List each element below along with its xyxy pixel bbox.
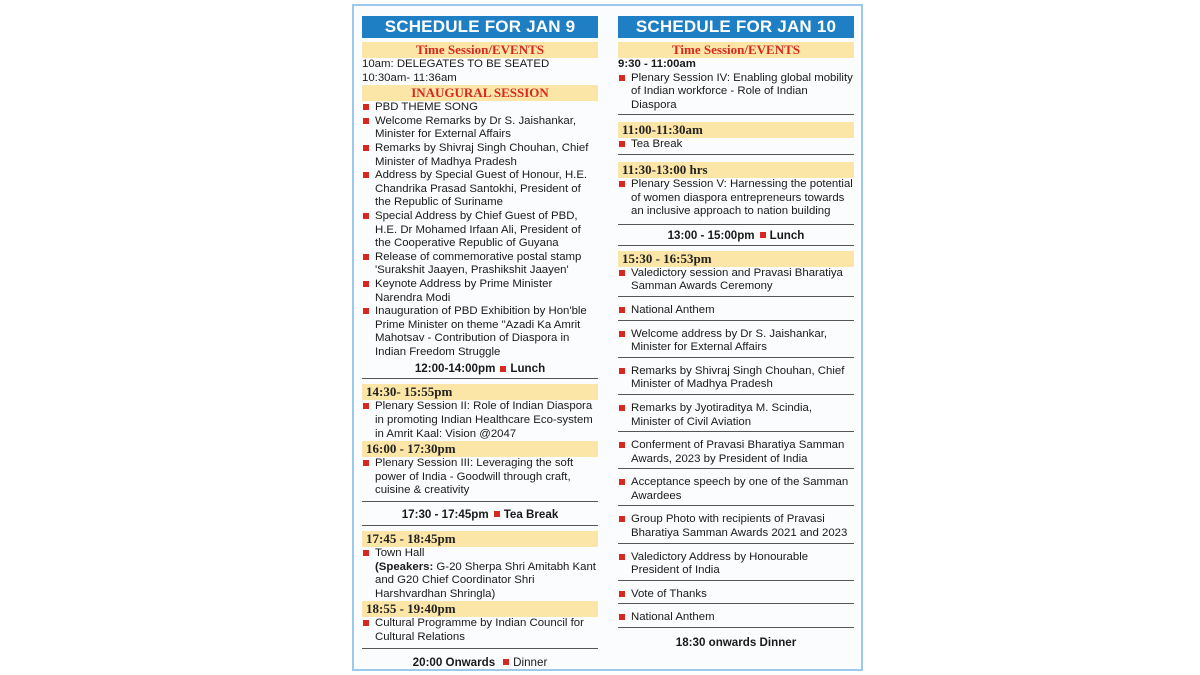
- bullet-icon: [494, 511, 500, 517]
- divider: [362, 648, 598, 649]
- valedictory-item: Conferment of Pravasi Bharatiya Samman Awards, 2023 by President of India: [618, 439, 854, 469]
- inaugural-item: Keynote Address by Prime Minister Narendra Modi: [362, 278, 598, 305]
- valedictory-item: Remarks by Jyotiraditya M. Scindia, Minister of Civil Aviation: [618, 402, 854, 432]
- valedictory-item: Acceptance speech by one of the Samman Awardees: [618, 476, 854, 506]
- cultural-item: Cultural Programme by Indian Council for Cultural Relations: [362, 617, 598, 644]
- divider: [618, 224, 854, 225]
- valedictory-item: National Anthem: [618, 304, 854, 321]
- inaugural-band: INAUGURAL SESSION: [362, 85, 598, 101]
- divider: [362, 501, 598, 502]
- s3-time: 16:00 - 17:30pm: [362, 441, 598, 457]
- speakers-text: G-20 Sherpa Shri Amitabh Kant and G20 Chief Coordinator Shri Harshvardhan Shringla): [375, 560, 596, 600]
- s2-item: Plenary Session II: Role of Indian Diaspora in promoting Indian Healthcare Eco-system in Amrit Kaal: Vision @2047: [362, 400, 598, 441]
- jan9-tea-row: [362, 507, 598, 522]
- jan9-dinner-label: Dinner: [513, 655, 548, 669]
- schedule-panel: [352, 4, 863, 671]
- jan9-dinner-row: [362, 655, 598, 670]
- s2-time: 14:30- 15:55pm: [362, 384, 598, 400]
- jan9-session-band: Time Session/EVENTS: [362, 42, 598, 58]
- s4-time: 9:30 - 11:00am: [618, 58, 696, 70]
- inaugural-item: Address by Special Guest of Honour, H.E. Chandrika Prasad Santokhi, President of the Republic of Suriname: [362, 169, 598, 210]
- jan10-tea-time: 11:00-11:30am: [618, 122, 854, 138]
- jan10-lunch-row: [618, 228, 854, 243]
- divider: [362, 525, 598, 526]
- jan9-lunch-row: [362, 361, 598, 376]
- jan9-header: SCHEDULE FOR JAN 9: [362, 16, 598, 38]
- jan10-column: [618, 16, 854, 650]
- jan9-opening-1: 10am: DELEGATES TO BE SEATED: [362, 58, 550, 70]
- speakers-note: [362, 561, 598, 602]
- valedictory-item: National Anthem: [618, 611, 854, 628]
- divider: [362, 378, 598, 379]
- bullet-icon: [503, 659, 509, 665]
- inaugural-item: Welcome Remarks by Dr S. Jaishankar, Minister for External Affairs: [362, 115, 598, 142]
- jan10-lunch-time: 13:00 - 15:00pm: [667, 228, 755, 242]
- jan10-dinner: 18:30 onwards Dinner: [675, 636, 797, 650]
- s3-item: Plenary Session III: Leveraging the soft power of India - Goodwill through craft, cuisine & creativity: [362, 457, 598, 498]
- jan9-tea-time: 17:30 - 17:45pm: [401, 508, 489, 522]
- speakers-label: (Speakers:: [375, 560, 434, 573]
- jan9-column: [362, 16, 598, 670]
- inaugural-item: Special Address by Chief Guest of PBD, H.E. Dr Mohamed Irfaan Ali, President of the Cooperative Republic of Guyana: [362, 210, 598, 251]
- valedictory-time: 15:30 - 16:53pm: [618, 251, 854, 267]
- bullet-icon: [760, 232, 766, 238]
- jan10-tea-item: Tea Break: [618, 138, 854, 155]
- valedictory-item: Valedictory session and Pravasi Bharatiya Samman Awards Ceremony: [618, 267, 854, 297]
- jan9-lunch-time: 12:00-14:00pm: [414, 362, 496, 376]
- jan9-tea-label: Tea Break: [503, 508, 559, 522]
- bullet-icon: [500, 366, 506, 372]
- divider: [618, 245, 854, 246]
- inaugural-item: PBD THEME SONG: [362, 101, 598, 115]
- jan10-lunch-label: Lunch: [769, 228, 805, 242]
- jan9-lunch-label: Lunch: [510, 362, 546, 376]
- inaugural-item: Remarks by Shivraj Singh Chouhan, Chief Minister of Madhya Pradesh: [362, 142, 598, 169]
- s4-item: Plenary Session IV: Enabling global mobility of Indian workforce - Role of Indian Diaspora: [618, 72, 854, 116]
- cultural-time: 18:55 - 19:40pm: [362, 601, 598, 617]
- s5-item: Plenary Session V: Harnessing the potential of women diaspora entrepreneurs towards an inclusive approach to nation building: [618, 178, 854, 221]
- valedictory-item: Group Photo with recipients of Pravasi Bharatiya Samman Awards 2021 and 2023: [618, 513, 854, 543]
- inaugural-item: Inauguration of PBD Exhibition by Hon'ble Prime Minister on theme "Azadi Ka Amrit Mahotsav - Contribution of Diaspora in Indian Freedom Struggle: [362, 305, 598, 359]
- s5-time: 11:30-13:00 hrs: [618, 162, 854, 178]
- valedictory-item: Welcome address by Dr S. Jaishankar, Minister for External Affairs: [618, 328, 854, 358]
- jan10-header: SCHEDULE FOR JAN 10: [618, 16, 854, 38]
- valedictory-item: Valedictory Address by Honourable President of India: [618, 551, 854, 581]
- jan10-session-band: Time Session/EVENTS: [618, 42, 854, 58]
- jan9-opening-2: 10:30am- 11:36am: [362, 71, 457, 84]
- inaugural-item: Release of commemorative postal stamp 'Surakshit Jaayen, Prashikshit Jaayen': [362, 251, 598, 278]
- valedictory-item: Vote of Thanks: [618, 588, 854, 605]
- jan9-dinner-time: 20:00 Onwards: [412, 655, 496, 669]
- valedictory-item: Remarks by Shivraj Singh Chouhan, Chief Minister of Madhya Pradesh: [618, 365, 854, 395]
- town-time: 17:45 - 18:45pm: [362, 531, 598, 547]
- town-item: Town Hall: [362, 547, 598, 561]
